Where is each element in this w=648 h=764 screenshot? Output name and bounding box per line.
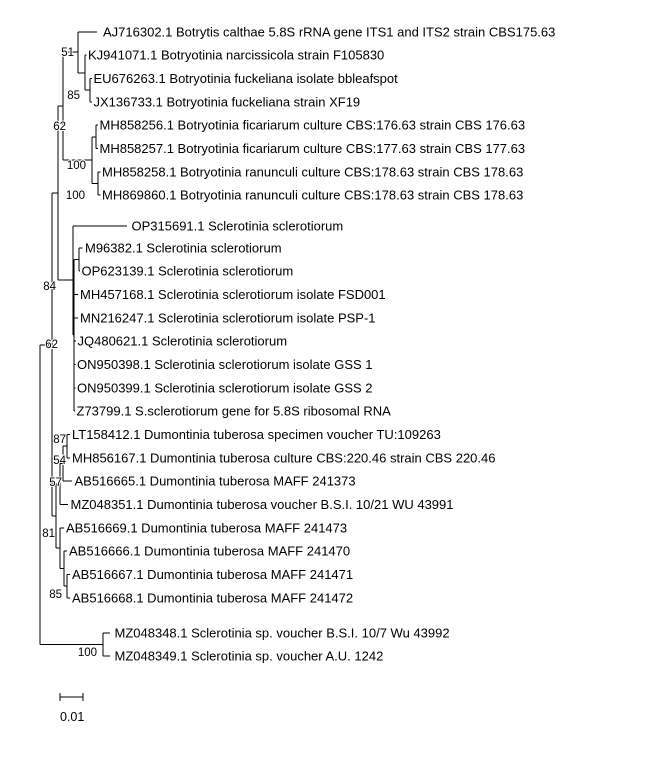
taxon-label[interactable]: AB516669.1 Dumontinia tuberosa MAFF 241473	[66, 520, 348, 536]
taxon-labels-group	[66, 25, 555, 664]
bootstrap-value: 62	[53, 121, 66, 133]
taxon-label[interactable]: KJ941071.1 Botryotinia narcissicola strain F105830	[88, 47, 385, 63]
taxon-label[interactable]: MH457168.1 Sclerotinia sclerotiorum isolate FSD001	[80, 287, 386, 302]
taxon-label[interactable]: Z73799.1 S.sclerotiorum gene for 5.8S ribosomal RNA	[76, 403, 391, 419]
scale-bar-label: 0.01	[60, 710, 85, 724]
bootstrap-value: 85	[49, 589, 62, 601]
taxon-label[interactable]: AB516666.1 Dumontinia tuberosa MAFF 241470	[69, 543, 351, 559]
bootstrap-value: 87	[53, 434, 66, 446]
taxon-label[interactable]: AB516667.1 Dumontinia tuberosa MAFF 241471	[72, 567, 354, 582]
taxon-label[interactable]: MZ048351.1 Dumontinia tuberosa voucher B.S.I. 10/21 WU 43991	[70, 497, 454, 512]
scale-bar	[60, 693, 84, 724]
taxon-label[interactable]: OP623139.1 Sclerotinia sclerotiorum	[81, 263, 294, 279]
taxon-label[interactable]: M96382.1 Sclerotinia sclerotiorum	[85, 240, 282, 256]
taxon-label[interactable]: AB516668.1 Dumontinia tuberosa MAFF 241472	[72, 590, 354, 606]
taxon-label[interactable]: MZ048349.1 Sclerotinia sp. voucher A.U. 1242	[114, 648, 384, 664]
taxon-label[interactable]: OP315691.1 Sclerotinia sclerotiorum	[131, 218, 344, 234]
bootstrap-value: 100	[77, 647, 97, 659]
bootstrap-value: 100	[65, 190, 85, 202]
taxon-label[interactable]: JQ480621.1 Sclerotinia sclerotiorum	[77, 333, 288, 349]
taxon-label[interactable]: MH858256.1 Botryotinia ficariarum culture CBS:176.63 strain CBS 176.63	[99, 117, 526, 133]
taxon-label[interactable]: AB516665.1 Dumontinia tuberosa MAFF 241373	[74, 473, 356, 489]
taxon-label[interactable]: MN216247.1 Sclerotinia sclerotiorum isolate PSP-1	[80, 310, 376, 326]
taxon-label[interactable]: EU676263.1 Botryotinia fuckeliana isolate bbleafspot	[93, 71, 398, 86]
taxon-label[interactable]: MH856167.1 Dumontinia tuberosa culture CBS:220.46 strain CBS 220.46	[72, 450, 496, 466]
bootstrap-value: 84	[43, 281, 56, 293]
taxon-label[interactable]: ON950398.1 Sclerotinia sclerotiorum isolate GSS 1	[77, 357, 373, 372]
bootstrap-value: 62	[45, 339, 58, 351]
bootstrap-value: 100	[66, 160, 86, 172]
taxon-label[interactable]: MH858257.1 Botryotinia ficariarum culture CBS:177.63 strain CBS 177.63	[99, 141, 526, 156]
taxon-label[interactable]: ON950399.1 Sclerotinia sclerotiorum isolate GSS 2	[77, 380, 373, 396]
bootstrap-value: 51	[61, 47, 74, 59]
taxon-label[interactable]: MZ048348.1 Sclerotinia sp. voucher B.S.I. 10/7 Wu 43992	[114, 625, 450, 641]
taxon-label[interactable]: AJ716302.1 Botrytis calthae 5.8S rRNA gene ITS1 and ITS2 strain CBS175.63	[103, 24, 556, 40]
bootstrap-value: 85	[67, 90, 80, 102]
taxon-label[interactable]: MH858258.1 Botryotinia ranunculi culture CBS:178.63 strain CBS 178.63	[102, 164, 524, 180]
taxon-label[interactable]: JX136733.1 Botryotinia fuckeliana strain XF19	[93, 94, 361, 110]
bootstrap-value: 54	[53, 455, 66, 467]
bootstrap-value: 57	[49, 477, 62, 489]
taxon-label[interactable]: MH869860.1 Botryotinia ranunculi culture CBS:178.63 strain CBS 178.63	[102, 187, 524, 203]
bootstrap-value: 81	[42, 528, 55, 540]
taxon-label[interactable]: LT158412.1 Dumontinia tuberosa specimen voucher TU:109263	[72, 427, 441, 442]
